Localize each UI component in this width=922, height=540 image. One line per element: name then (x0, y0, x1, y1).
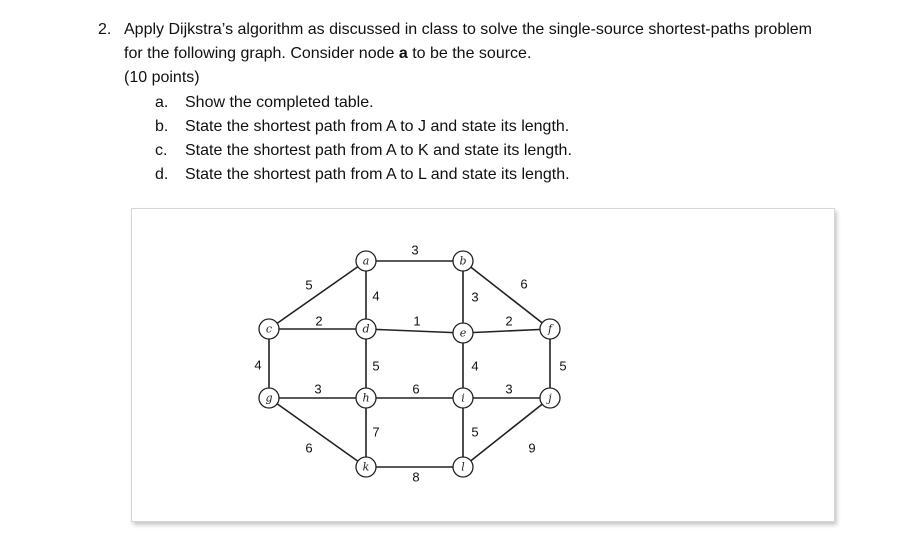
edge-weight-f-j: 5 (559, 358, 567, 374)
part-a-text: Show the completed table. (185, 94, 374, 111)
edge-weight-h-k: 7 (372, 424, 380, 440)
question-line-1: Apply Dijkstra’s algorithm as discussed in class to solve the single-source shortest-paths problem (124, 21, 813, 38)
edge-weight-a-b: 3 (411, 242, 419, 258)
node-label-j: j (548, 391, 552, 405)
node-label-i: i (461, 391, 465, 405)
question-points: (10 points) (124, 69, 200, 86)
edge-d-e (366, 329, 463, 333)
edge-weight-a-c: 5 (305, 277, 313, 293)
node-label-d: d (362, 322, 370, 336)
edge-weight-h-i: 6 (412, 381, 420, 397)
node-label-c: c (265, 322, 273, 336)
edge-weight-b-f: 6 (520, 276, 528, 292)
node-label-f: f (547, 322, 553, 336)
edge-weight-g-h: 3 (314, 381, 322, 397)
part-d-text: State the shortest path from A to L and state its length. (185, 166, 570, 183)
edge-weight-i-j: 3 (505, 381, 513, 397)
edge-weight-i-l: 5 (471, 424, 479, 440)
part-c-marker: c. (155, 142, 168, 159)
node-label-b: b (459, 254, 467, 268)
edge-weight-j-l: 9 (528, 440, 536, 456)
part-b-marker: b. (155, 118, 169, 135)
graph-diagram (132, 209, 834, 521)
node-label-l: l (461, 460, 465, 474)
part-d-marker: d. (155, 166, 169, 183)
edge-weight-g-k: 6 (305, 440, 313, 456)
edge-weight-c-d: 2 (315, 313, 323, 329)
part-b-text: State the shortest path from A to J and state its length. (185, 118, 570, 135)
node-label-a: a (362, 254, 370, 268)
edge-weight-e-f: 2 (505, 313, 513, 329)
part-c-text: State the shortest path from A to K and state its length. (185, 142, 572, 159)
edge-weight-d-e: 1 (413, 313, 421, 329)
node-label-k: k (362, 460, 370, 474)
edge-weight-e-i: 4 (471, 358, 479, 374)
edge-e-f (463, 329, 550, 333)
edge-weight-c-g: 4 (254, 357, 262, 373)
question-line-2-post: to be the source. (407, 45, 532, 62)
source-node-name: a (398, 45, 408, 62)
graph-figure (131, 208, 835, 522)
edge-g-k (269, 398, 366, 467)
node-label-e: e (459, 326, 467, 340)
part-a-marker: a. (155, 94, 169, 111)
edge-weight-a-d: 4 (372, 288, 380, 304)
node-label-h: h (362, 391, 370, 405)
question-line-2 (124, 45, 531, 63)
question-number: 2. (98, 21, 112, 38)
question-line-2-pre: for the following graph. Consider node (124, 45, 399, 62)
edge-weight-d-h: 5 (372, 358, 380, 374)
node-label-g: g (265, 391, 273, 405)
edge-weight-k-l: 8 (412, 469, 420, 485)
edge-weight-b-e: 3 (471, 289, 479, 305)
